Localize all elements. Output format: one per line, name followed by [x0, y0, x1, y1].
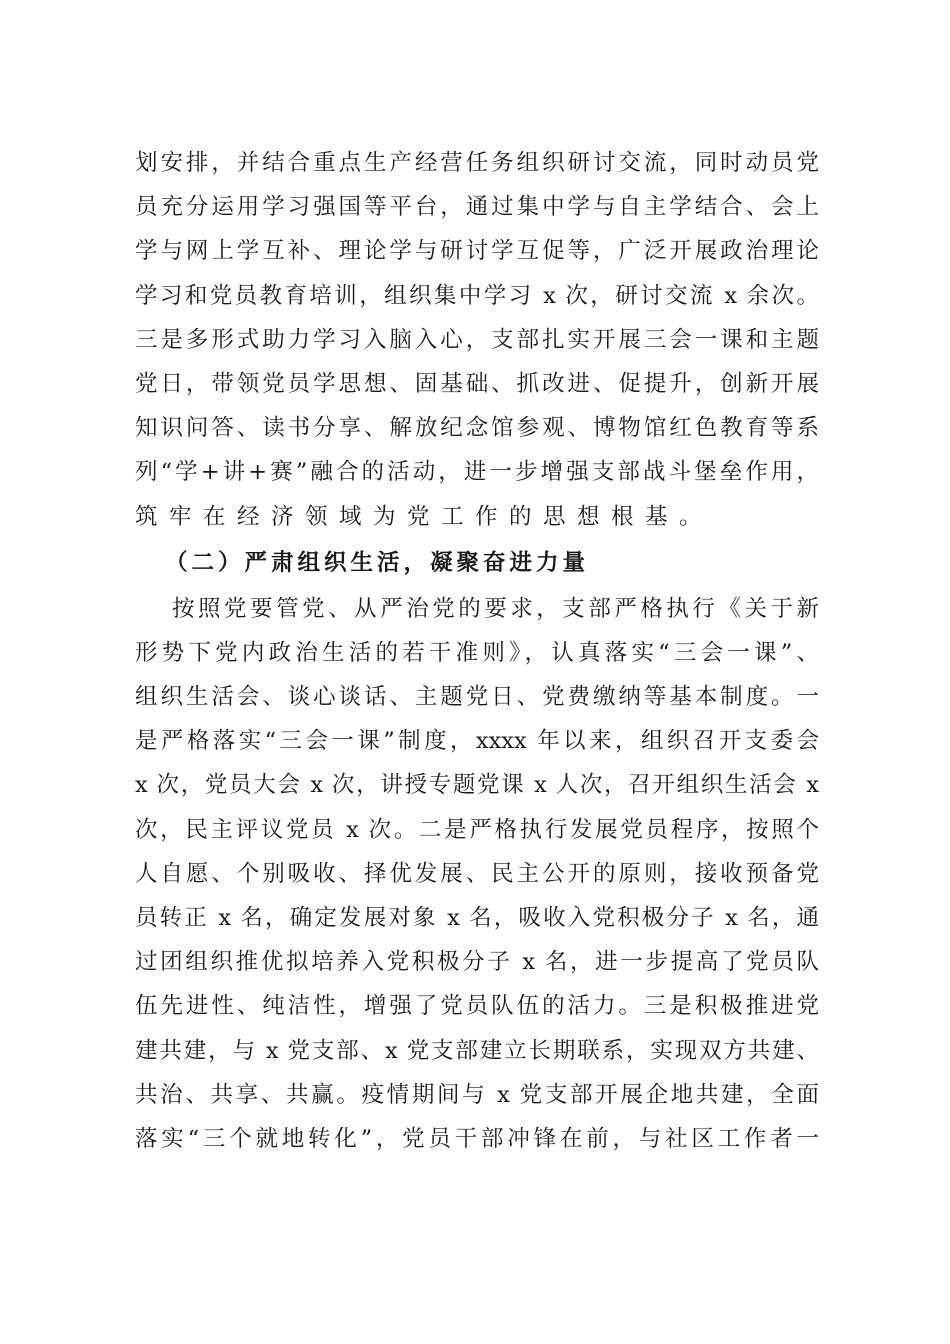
text-line: 学与网上学互补、理论学与研讨学互促等，广泛开展政治理论 [135, 238, 819, 265]
text-line: 筑牢在经济领域为党工作的思想根基。 [135, 503, 714, 530]
text-line: 党日，带领党员学思想、固基础、抓改进、促提升，创新开展 [135, 370, 819, 397]
text-line: 过团组织推优拟培养入党积极分子 x 名，进一步提高了党员队 [135, 949, 819, 976]
text-line: 学习和党员教育培训，组织集中学习 x 次，研讨交流 x 余次。 [135, 282, 819, 309]
section-heading: （二）严肃组织生活，凝聚奋进力量 [165, 549, 590, 576]
text-line: 落实“三个就地转化”，党员干部冲锋在前，与社区工作者一 [135, 1125, 819, 1152]
text-line: 人自愿、个别吸收、择优发展、民主公开的原则，接收预备党 [135, 860, 819, 887]
text-line: 建共建，与 x 党支部、x 党支部建立长期联系，实现双方共建、 [135, 1037, 819, 1064]
text-line: 三是多形式助力学习入脑入心，支部扎实开展三会一课和主题 [135, 326, 819, 353]
text-line: 知识问答、读书分享、解放纪念馆参观、博物馆红色教育等系 [135, 415, 819, 442]
text-line: 伍先进性、纯洁性，增强了党员队伍的活力。三是积极推进党 [135, 993, 819, 1020]
paragraph-study [135, 141, 819, 539]
text-line: 是严格落实“三会一课”制度，xxxx 年以来，组织召开支委会 [135, 728, 819, 755]
document-page [135, 141, 819, 1161]
paragraph-organization-life [135, 587, 819, 1161]
text-line: 次，民主评议党员 x 次。二是严格执行发展党员程序，按照个 [135, 816, 819, 843]
text-line: 列“学+讲+赛”融合的活动，进一步增强支部战斗堡垒作用， [135, 459, 819, 486]
text-line: 形势下党内政治生活的若干准则》，认真落实“三会一课”、 [135, 639, 819, 666]
text-line: 员转正 x 名，确定发展对象 x 名，吸收入党积极分子 x 名，通 [135, 905, 819, 931]
text-line: 共治、共享、共赢。疫情期间与 x 党支部开展企地共建，全面 [135, 1081, 819, 1108]
text-line: 划安排，并结合重点生产经营任务组织研讨交流，同时动员党 [135, 150, 819, 176]
text-line: x 次，党员大会 x 次，讲授专题党课 x 人次，召开组织生活会 x [135, 772, 819, 799]
text-line: 组织生活会、谈心谈话、主题党日、党费缴纳等基本制度。一 [135, 684, 819, 711]
text-line: 员充分运用学习强国等平台，通过集中学与自主学结合、会上 [135, 194, 819, 221]
text-line: 按照党要管党、从严治党的要求，支部严格执行《关于新 [172, 595, 819, 622]
